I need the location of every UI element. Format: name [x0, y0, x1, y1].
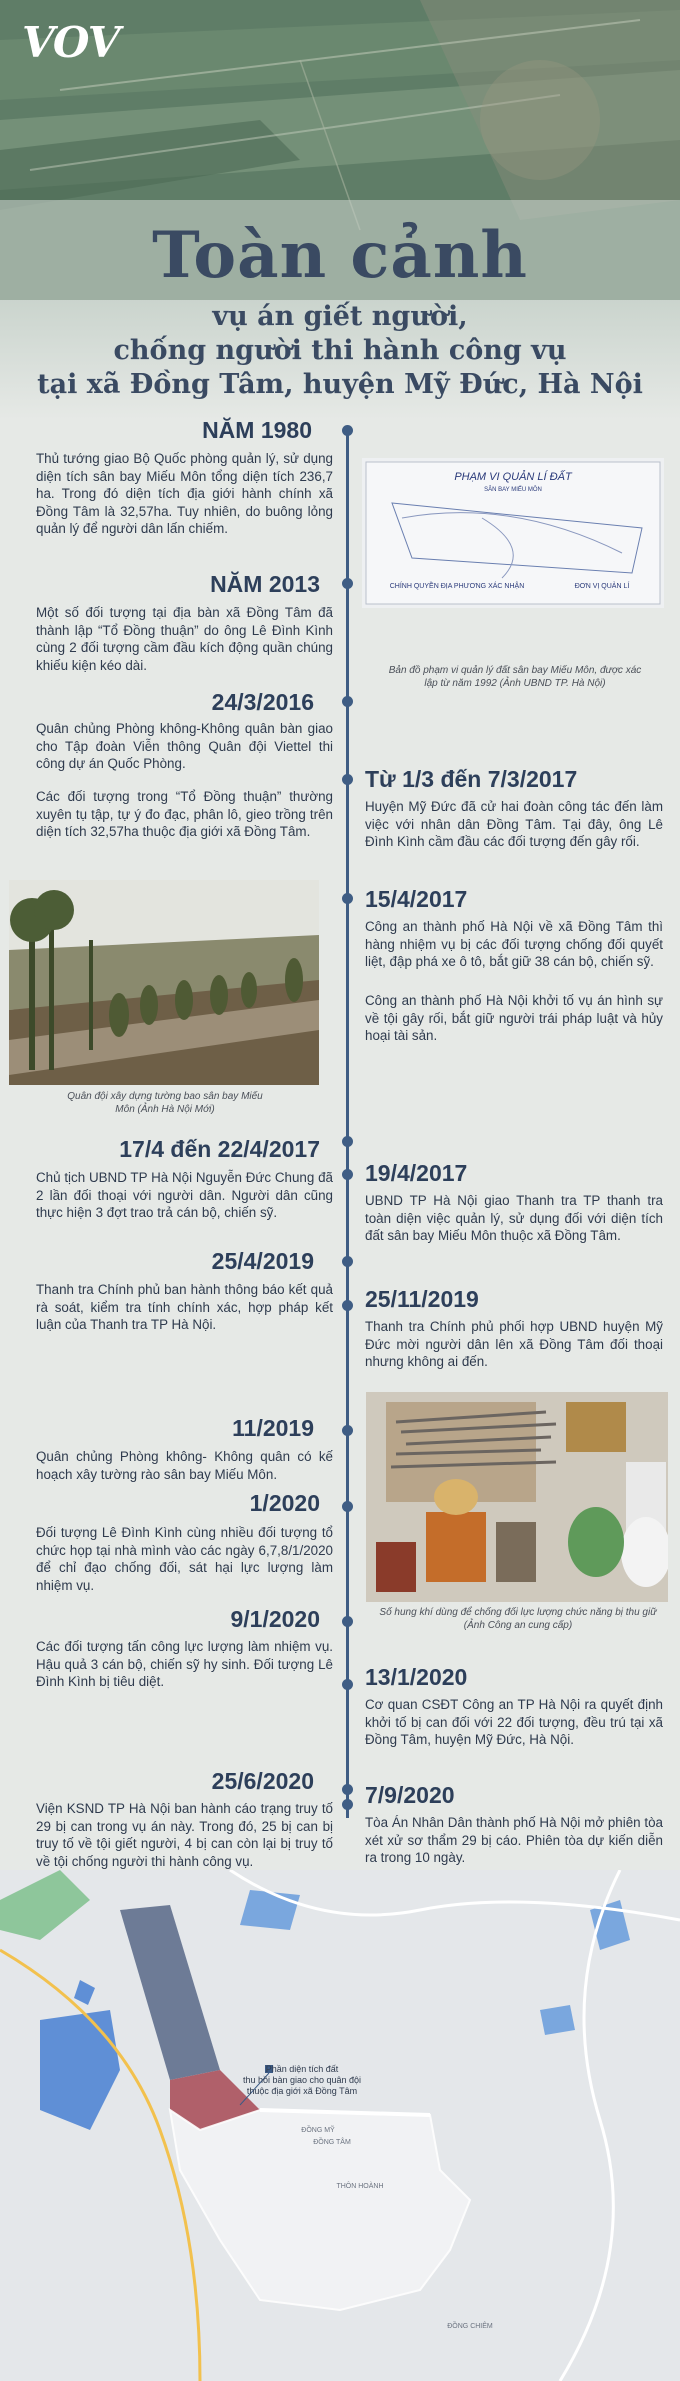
event-text: Thanh tra Chính phủ phối hợp UBND huyện Mỹ Đức mời người dân lên xã Đồng Tâm đối thoại nhưng không ai đến.: [365, 1319, 663, 1369]
map-label-line-3: thuộc địa giới xã Đồng Tâm: [246, 2086, 358, 2096]
event-text: Thủ tướng giao Bộ Quốc phòng quản lý, sử dụng diện tích sân bay Miếu Môn tổng diện tích 236,7 ha. Trong đó diện tích địa giới hành chính xã Đồng Tâm là 32,57ha. Tuy nhiên, do buông lỏng quản lý để người dân lấn chiếm.: [36, 451, 333, 536]
photo-caption: Bản đồ phạm vi quản lý đất sân bay Miếu Môn, được xác lập từ năm 1992 (Ảnh UBND TP. Hà Nội): [388, 665, 642, 689]
event-date: 17/4 đến 22/4/2017: [119, 1136, 320, 1162]
event-date: Từ 1/3 đến 7/3/2017: [365, 766, 578, 792]
map-doc-sign-right: ĐƠN VỊ QUẢN LÍ: [574, 583, 630, 590]
event-text: Thanh tra Chính phủ ban hành thông báo kết quả rà soát, kiểm tra tính chính xác, hợp pháp kết luận của Thanh tra TP Hà Nội.: [36, 1282, 333, 1332]
event-date: 11/2019: [232, 1415, 314, 1441]
timeline-dot: [342, 1799, 353, 1810]
event-date: 13/1/2020: [365, 1664, 468, 1690]
soldiers-photo: [9, 880, 319, 1085]
vov-logo: VOV: [22, 18, 120, 67]
event-text: Chủ tịch UBND TP Hà Nội Nguyễn Đức Chung đã 2 lần đối thoại với người dân. Người dân cũng thực hiện 3 đợt trao trả cán bộ, chiến sỹ.: [36, 1170, 333, 1220]
map-label-line-1: Phần diện tích đất: [265, 2064, 339, 2074]
map-place-label: ĐỒNG TÂM: [313, 2139, 351, 2146]
timeline-dot: [342, 1425, 353, 1436]
timeline-dot: [342, 1136, 353, 1147]
photo-caption: Số hung khí dùng để chống đối lực lượng chức năng bị thu giữ (Ảnh Công an cung cấp): [379, 1607, 657, 1631]
map-label-line-2: thu hồi bàn giao cho quân đội: [242, 2075, 362, 2085]
event-text: Công an thành phố Hà Nội về xã Đồng Tâm thì hàng nhiệm vụ bị các đối tượng chống đối quyết liệt, đập phá xe ô tô, bắt giữ 38 cán bộ, chiến sỹ.: [365, 919, 663, 969]
event-text: Cơ quan CSĐT Công an TP Hà Nội ra quyết định khởi tố bị can đối với 22 đối tượng, đều trú tại xã Đồng Tâm, huyện Mỹ Đức, Hà Nội.: [365, 1697, 663, 1747]
event-date: 7/9/2020: [365, 1782, 455, 1808]
map-place-label: ĐỒNG CHIÊM: [447, 2323, 493, 2330]
event-date: 25/4/2019: [211, 1248, 314, 1274]
map-place-label: THÔN HOÀNH: [336, 2183, 384, 2190]
map-place-label: ĐỒNG MỸ: [301, 2127, 335, 2134]
seized-weapons-photo: [366, 1392, 668, 1602]
event-text: Công an thành phố Hà Nội khởi tố vụ án hình sự về tội gây rối, bắt giữ người trái pháp luật và hủy hoại tài sản.: [365, 993, 663, 1043]
event-date: 24/3/2016: [211, 689, 314, 715]
land-map-document: [362, 458, 664, 608]
event-date: 9/1/2020: [230, 1606, 320, 1632]
event-text: Quân chủng Phòng không-Không quân bàn giao cho Tập đoàn Viễn thông Quân đội Viettel thi công dự án Quốc Phòng.: [36, 721, 333, 771]
timeline-dot: [342, 1169, 353, 1180]
area-map: [0, 1870, 680, 2381]
map-doc-sign-left: CHÍNH QUYỀN ĐỊA PHƯƠNG XÁC NHẬN: [389, 583, 525, 590]
event-text: Tòa Án Nhân Dân thành phố Hà Nội mở phiên tòa xét xử sơ thẩm 29 bị cáo. Phiên tòa dự kiến diễn ra trong 10 ngày.: [365, 1815, 663, 1865]
map-doc-subheading: SÂN BAY MIẾU MÔN: [484, 487, 542, 493]
timeline-dot: [342, 1784, 353, 1795]
event-date: 1/2020: [249, 1490, 320, 1516]
event-text: UBND TP Hà Nội giao Thanh tra TP thanh tra toàn diện việc quản lý, sử dụng đối với diện tích đất sân bay Miếu Môn thuộc xã Đồng Tâm.: [365, 1193, 663, 1243]
timeline-line: [346, 428, 349, 1818]
event-text: Các đối tượng trong “Tổ Đồng thuận” thường xuyên tụ tập, tự ý đo đạc, phân lô, gieo trồng trên diện tích 32,57ha thuộc địa giới xã Đồng Tâm.: [36, 789, 333, 839]
timeline-dot: [342, 1616, 353, 1627]
subtitle-line-1: vụ án giết người,: [212, 301, 468, 332]
timeline-dot: [342, 1501, 353, 1512]
photo-caption: Quân đội xây dựng tường bao sân bay Miếu Môn (Ảnh Hà Nội Mới): [67, 1091, 263, 1115]
event-date: NĂM 1980: [202, 417, 312, 443]
event-date: 25/11/2019: [365, 1286, 479, 1312]
event-text: Viện KSND TP Hà Nội ban hành cáo trạng truy tố 29 bị can trong vụ án này. Trong đó, 25 bị can bị truy tố về tội giết người, 4 bị can còn lại bị truy tố về tội chống người thi hành công vụ.: [36, 1801, 333, 1869]
event-text: Quân chủng Phòng không- Không quân có kế hoạch xây tường rào sân bay Miếu Môn.: [36, 1449, 333, 1482]
map-doc-heading: PHẠM VI QUẢN LÍ ĐẤT: [454, 471, 572, 483]
subtitle-line-2: chống người thi hành công vụ: [113, 335, 567, 366]
timeline-dot: [342, 893, 353, 904]
event-date: 25/6/2020: [211, 1768, 314, 1794]
event-date: NĂM 2013: [210, 571, 320, 597]
timeline-dot: [342, 774, 353, 785]
event-text: Đối tượng Lê Đình Kình cùng nhiều đối tượng tổ chức họp tại nhà mình vào các ngày 6,7,8/1/2020 để chỉ đạo chống đối, sát hại lực lượng làm nhiệm vụ.: [36, 1525, 333, 1593]
timeline-dot: [342, 1256, 353, 1267]
timeline-dot: [342, 578, 353, 589]
subtitle-line-3: tại xã Đồng Tâm, huyện Mỹ Đức, Hà Nội: [37, 369, 643, 400]
timeline-dot: [342, 696, 353, 707]
timeline-dot: [342, 425, 353, 436]
timeline-dot: [342, 1679, 353, 1690]
header: [0, 0, 680, 420]
event-date: 15/4/2017: [365, 886, 468, 912]
event-text: Các đối tượng tấn công lực lượng làm nhiệm vụ. Hậu quả 3 cán bộ, chiến sỹ hy sinh. Đối tượng Lê Đình Kình bị tiêu diệt.: [36, 1639, 333, 1689]
page-title: Toàn cảnh: [152, 218, 528, 293]
event-text: Huyện Mỹ Đức đã cử hai đoàn công tác đến làm việc với nhân dân Đồng Tâm. Tại đây, ông Lê Đình Kình cầm đầu các đối tượng đến gây rối.: [365, 799, 663, 849]
timeline-dot: [342, 1300, 353, 1311]
page-subtitle: [0, 300, 680, 402]
event-text: Một số đối tượng tại địa bàn xã Đồng Tâm đã thành lập “Tổ Đồng thuận” do ông Lê Đình Kình cùng 2 đối tượng cầm đầu kích động quần chúng khiếu kiện kéo dài.: [36, 605, 333, 673]
event-date: 19/4/2017: [365, 1160, 468, 1186]
